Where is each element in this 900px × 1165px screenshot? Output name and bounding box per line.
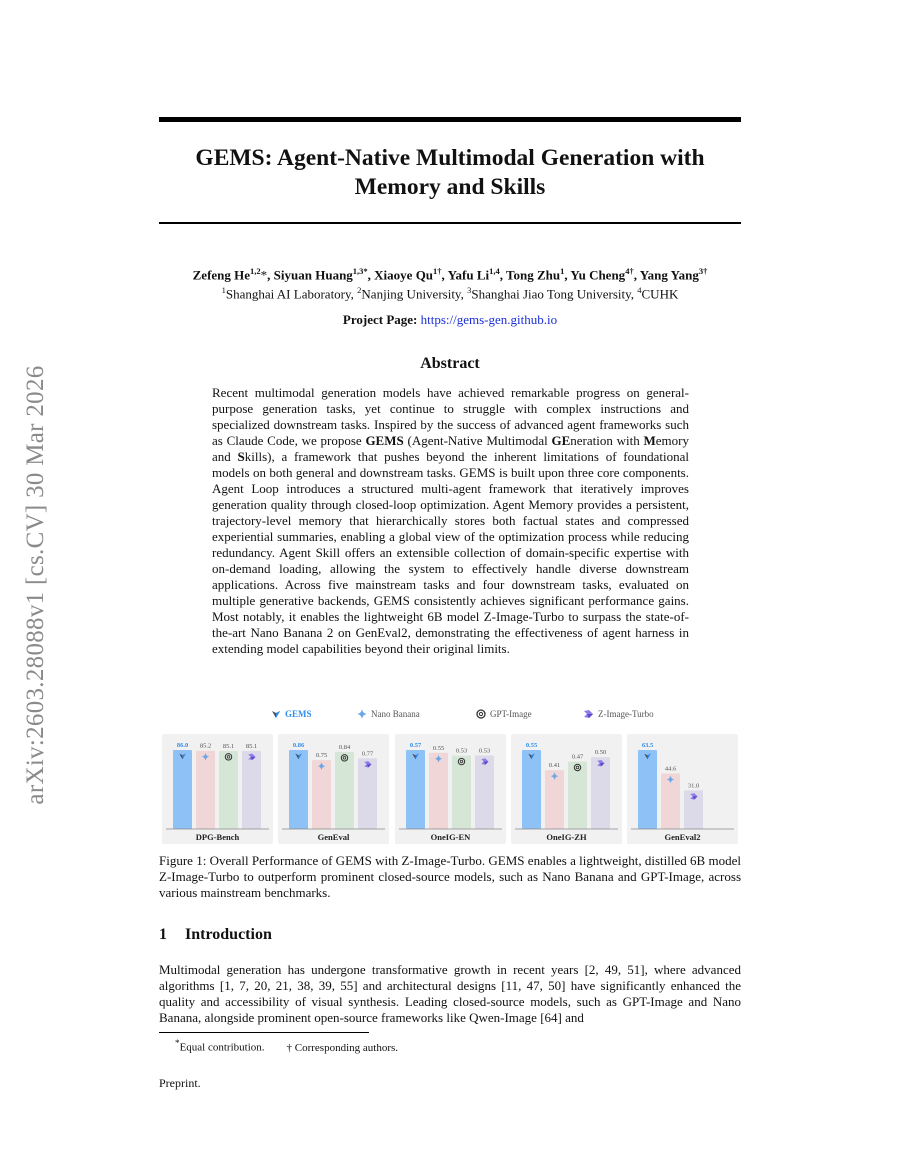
bar-value-label: 0.86	[292, 742, 305, 749]
author-mark: *	[260, 267, 268, 283]
paper-title	[140, 144, 760, 202]
bar-gpt-image	[452, 756, 471, 829]
bar-value-label: 86.0	[176, 742, 189, 749]
chart-panel-dpg-bench	[162, 734, 273, 844]
bar-z-image-turbo	[591, 757, 610, 829]
affil-marker: 4	[637, 285, 642, 295]
author-name: Yafu Li	[447, 267, 490, 283]
bar-value-label: 0.75	[315, 752, 328, 760]
panel-category-label: GenEval	[317, 832, 350, 842]
title-top-rule	[159, 117, 741, 122]
bar-z-image-turbo	[242, 751, 261, 829]
footnote-mark: *	[175, 1038, 180, 1048]
figure-1-chart	[160, 705, 740, 845]
bar-gems	[173, 750, 192, 829]
bar-gems	[638, 750, 657, 829]
author-affil-marker: 1,4	[489, 266, 500, 276]
bar-value-label: 0.41	[548, 762, 561, 770]
figure-caption: Figure 1: Overall Performance of GEMS with Z-Image-Turbo. GEMS enables a lightweight, distilled 6B model Z-Image-Turbo to outperform prominent closed-source models, such as Nano Banana and GPT-Image, across various mainstream benchmarks.	[159, 853, 741, 900]
author-affil-marker: 3†	[698, 266, 708, 276]
affil-name: Shanghai AI Laboratory	[225, 286, 351, 302]
section-heading	[159, 926, 272, 944]
author-name: Yu Cheng	[570, 267, 626, 283]
bar-value-label: 63.5	[641, 742, 654, 749]
bar-gems	[522, 750, 541, 829]
section-number: 1	[159, 926, 167, 943]
author-name: Tong Zhu	[506, 267, 561, 283]
abstract-text: Recent multimodal generation models have achieved remarkable progress on general-purpose generation tasks, yet continue to struggle with complex instructions and specialized downstream tasks. Inspired by the success of advanced agent frameworks such as Claude Code, we propose	[212, 385, 689, 448]
abstract-text: neration with	[570, 433, 644, 448]
affil-name: Nanjing University	[361, 286, 461, 302]
bar-value-label: 44.6	[664, 765, 677, 773]
author-affil-marker: 4†	[625, 266, 634, 276]
panel-category-label: OneIG-ZH	[546, 832, 587, 842]
bar-value-label: 0.53	[455, 747, 468, 755]
bar-gpt-image	[335, 752, 354, 829]
author-list: Zefeng He$^{1,2}$*, Siyuan Huang$^{1,3*}$, Xiaoye $Qu^{1\dagger}$, Yafu Li$^{1,4}$, Tong Zhu$^1$, Yu Cheng$^{4\dagger}$, Yang Yang$^{3\dagger}$	[192, 266, 708, 283]
chart-panel-geneval	[278, 734, 389, 844]
panel-category-label: GenEval2	[664, 832, 701, 842]
intro-paragraph: Multimodal generation has undergone transformative growth in recent years [2, 49, 51], where advanced algorithms [1, 7, 20, 21, 38, 39, 55] and architectural designs [11, 47, 50] have significantly enhanced the quality and accessibility of visual synthesis. Leading closed-source models, such as GPT-Image and Nano Banana, alongside prominent open-source frameworks like Qwen-Image [64] and	[159, 962, 741, 1025]
legend-z-image-turbo	[583, 709, 654, 719]
legend-label: GEMS	[285, 709, 312, 719]
author-name: Yang Yang	[639, 267, 699, 283]
author-affil-marker: 1,2	[250, 266, 261, 276]
bar-gems	[289, 750, 308, 829]
title-line-2: Memory and Skills	[354, 174, 546, 200]
section-title: Introduction	[185, 926, 272, 943]
bar-value-label: 0.84	[338, 743, 351, 751]
preprint-label: Preprint.	[159, 1076, 201, 1090]
panel-plot	[627, 734, 738, 844]
legend-gems	[271, 709, 312, 719]
panel-category-label: DPG-Bench	[195, 832, 240, 842]
title-bottom-rule	[159, 222, 741, 224]
author-name: Xiaoye Qu	[374, 267, 434, 283]
abstract-body	[212, 385, 689, 657]
bar-value-label: 0.57	[409, 742, 422, 749]
bar-value-label: 85.1	[222, 742, 235, 750]
project-page-link[interactable]: https://gems-gen.github.io	[420, 312, 558, 327]
bar-gems	[406, 750, 425, 829]
panel-category-label: OneIG-EN	[430, 832, 471, 842]
bar-value-label: 0.55	[525, 742, 538, 749]
panel-plot	[278, 734, 389, 844]
project-page-label: Project Page:	[342, 312, 418, 327]
abstract-s-bold: S	[237, 449, 245, 464]
bar-value-label: 0.50	[594, 749, 607, 757]
footnotes	[175, 1036, 398, 1055]
bar-value-label: 31.0	[687, 782, 700, 790]
affil-marker: 2	[357, 285, 362, 295]
chart-panel-oneig-zh	[511, 734, 622, 844]
chart-panel-oneig-en	[395, 734, 506, 844]
bar-z-image-turbo	[475, 756, 494, 829]
abstract-text: (Agent-Native Multimodal	[403, 433, 552, 448]
affil-name: Shanghai Jiao Tong University	[471, 286, 631, 302]
z-image-logo-icon	[583, 709, 594, 719]
bar-nano-banana	[429, 753, 448, 829]
abstract-gems-bold: GEMS	[365, 433, 404, 448]
bar-value-label: 0.77	[361, 750, 374, 758]
affil-marker: 1	[221, 285, 226, 295]
bar-nano-banana	[312, 760, 331, 829]
chart-legend	[160, 705, 740, 725]
author-affil-marker: 1†	[433, 266, 442, 276]
legend-label: Z-Image-Turbo	[598, 709, 654, 719]
legend-label: GPT-Image	[490, 709, 532, 719]
project-page	[140, 312, 760, 328]
chart-panel-geneval2	[627, 734, 738, 844]
title-line-1: GEMS: Agent-Native Multimodal Generation with	[195, 145, 705, 171]
abstract-heading: Abstract	[420, 355, 480, 372]
affil-marker: 3	[467, 285, 472, 295]
abstract-text: kills), a framework that pushes beyond the inherent limitations of foundational models on both general and downstream tasks. GEMS is built upon three core components. Agent Loop introduces a structured multi-agent framework that iteratively improves generation quality through closed-loop optimization. Agent Memory provides a persistent, trajectory-level memory that hierarchically stores both factual states and compressed experiential summaries, enabling a global view of the optimization process while reducing redundancy. Agent Skill offers an extensible collection of domain-specific expertise with on-demand loading, allowing the system to effectively handle diverse downstream applications. Across five mainstream tasks and four downstream tasks, evaluated on multiple generative backends, GEMS consistently achieves significant performance gains. Most notably, it enables the lightweight 6B model Z-Image-Turbo to surpass the state-of-the-art Nano Banana 2 on GenEval2, demonstrating the effectiveness of agent harness in extending model capabilities beyond their original limits.	[212, 449, 689, 656]
sparkle-icon	[357, 709, 367, 719]
bar-value-label: 85.1	[245, 742, 258, 750]
legend-label: Nano Banana	[371, 709, 420, 719]
panel-plot	[395, 734, 506, 844]
affil-name: CUHK	[641, 286, 679, 302]
bar-gpt-image	[568, 761, 587, 829]
author-name: Zefeng He	[192, 267, 251, 283]
arxiv-id: arXiv:2603.28088v1 [cs.CV] 30 Mar 2026	[22, 365, 49, 805]
panel-plot	[511, 734, 622, 844]
bar-z-image-turbo	[358, 758, 377, 829]
legend-gpt-image	[476, 709, 532, 719]
author-affil-marker: 1,3*	[352, 266, 368, 276]
abstract-ge-bold: GE	[551, 433, 571, 448]
footnote-equal: Equal contribution.	[179, 1041, 265, 1054]
bar-nano-banana	[196, 751, 215, 829]
footnote-rule	[159, 1032, 369, 1033]
openai-logo-icon	[476, 709, 486, 719]
panel-plot	[162, 734, 273, 844]
bar-gpt-image	[219, 751, 238, 829]
legend-nano-banana	[357, 709, 420, 719]
author-affil-marker: 1	[560, 266, 565, 276]
abstract-text: emory and	[212, 433, 689, 464]
bar-value-label: 85.2	[199, 742, 212, 750]
abstract-m-bold: M	[643, 433, 656, 448]
bar-value-label: 0.47	[571, 753, 584, 761]
arxiv-sidebar	[14, 325, 58, 845]
bar-value-label: 0.53	[478, 747, 491, 755]
affiliation-list: $^1$Shanghai AI Laboratory, $^2$Nanjing University, $^3$Shanghai Jiao Tong University, $^4$CUHK	[221, 285, 679, 302]
bar-value-label: 0.55	[432, 744, 445, 752]
author-name: Siyuan Huang	[273, 267, 353, 283]
gems-logo-icon	[271, 709, 281, 719]
footnote-corresponding: † Corresponding authors.	[286, 1041, 399, 1054]
